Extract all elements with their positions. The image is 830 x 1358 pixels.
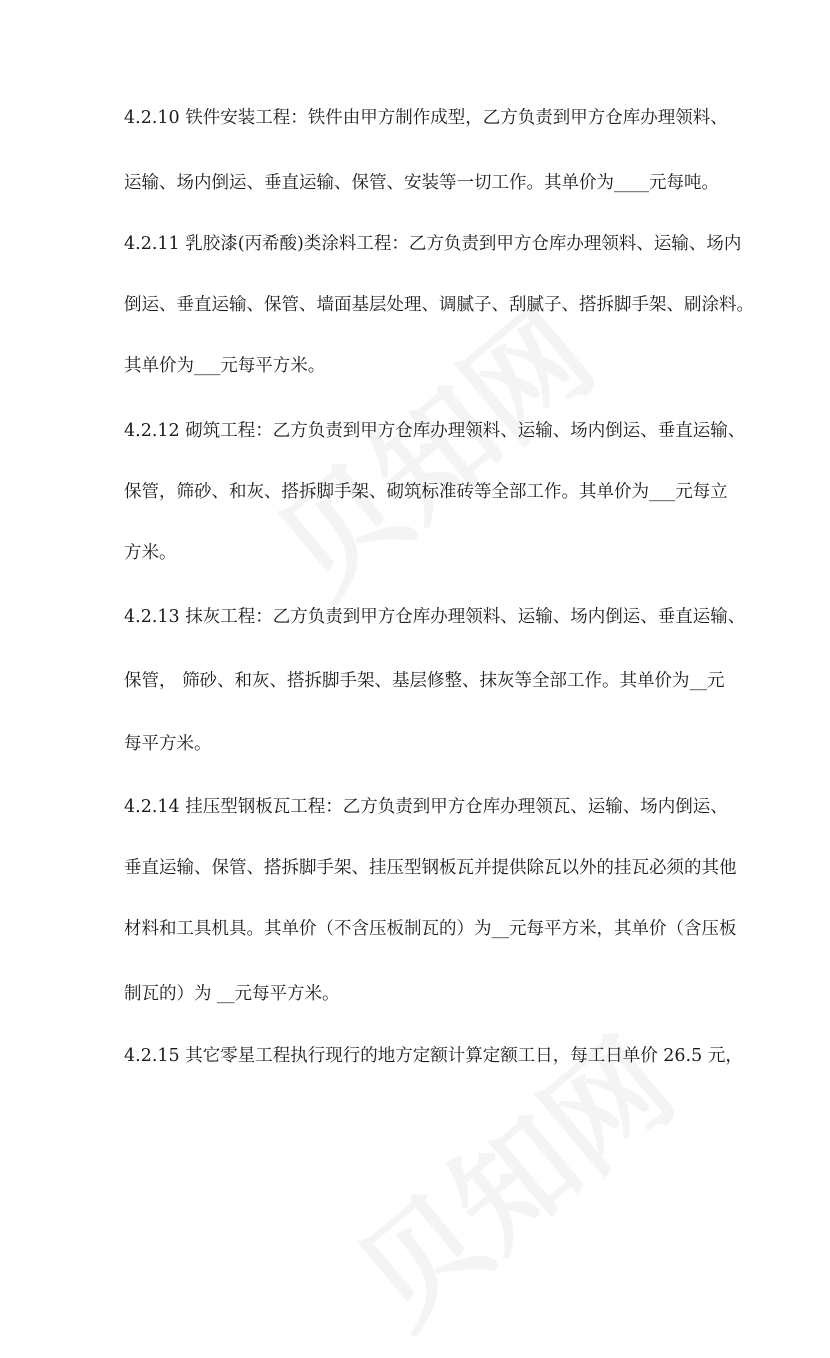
- clause-4-2-15-line-1: 4.2.15 其它零星工程执行现行的地方定额计算定额工日，每工日单价 26.5 元，: [124, 1046, 743, 1066]
- clause-4-2-12-line-3: 方米。: [124, 543, 177, 563]
- clause-4-2-10-line-2: 运输、场内倒运、垂直运输、保管、安装等一切工作。其单价为____元每吨。: [124, 173, 719, 193]
- clause-4-2-14-line-2: 垂直运输、保管、搭拆脚手架、挂压型钢板瓦并提供除瓦以外的挂瓦必须的其他: [124, 858, 737, 878]
- watermark: [237, 264, 623, 627]
- clause-4-2-10-line-1: 4.2.10 铁件安装工程：铁件由甲方制作成型，乙方负责到甲方仓库办理领料、: [124, 108, 728, 128]
- clause-4-2-12-line-1: 4.2.12 砌筑工程：乙方负责到甲方仓库办理领料、运输、场内倒运、垂直运输、: [124, 421, 746, 441]
- clause-4-2-14-line-4: 制瓦的）为 __元每平方米。: [124, 984, 340, 1004]
- clause-4-2-11-line-2: 倒运、垂直运输、保管、墙面基层处理、调腻子、刮腻子、搭拆脚手架、刷涂料。: [124, 295, 754, 315]
- clause-4-2-14-line-1: 4.2.14 挂压型钢板瓦工程：乙方负责到甲方仓库办理领瓦、运输、场内倒运、: [124, 797, 728, 817]
- clause-4-2-14-line-3: 材料和工具机具。其单价（不含压板制瓦的）为__元每平方米，其单价（含压板: [124, 919, 737, 939]
- clause-4-2-11-line-3: 其单价为___元每平方米。: [124, 356, 326, 376]
- clause-4-2-11-line-1: 4.2.11 乳胶漆(丙希酸)类涂料工程：乙方负责到甲方仓库办理领料、运输、场内: [124, 234, 742, 254]
- clause-4-2-13-line-1: 4.2.13 抹灰工程：乙方负责到甲方仓库办理领料、运输、场内倒运、垂直运输、: [124, 607, 746, 627]
- clause-4-2-13-line-2: 保管， 筛砂、和灰、搭拆脚手架、基层修整、抹灰等全部工作。其单价为__元: [124, 671, 725, 691]
- clause-4-2-13-line-3: 每平方米。: [124, 734, 212, 754]
- clause-4-2-12-line-2: 保管，筛砂、和灰、搭拆脚手架、砌筑标准砖等全部工作。其单价为___元每立: [124, 482, 728, 502]
